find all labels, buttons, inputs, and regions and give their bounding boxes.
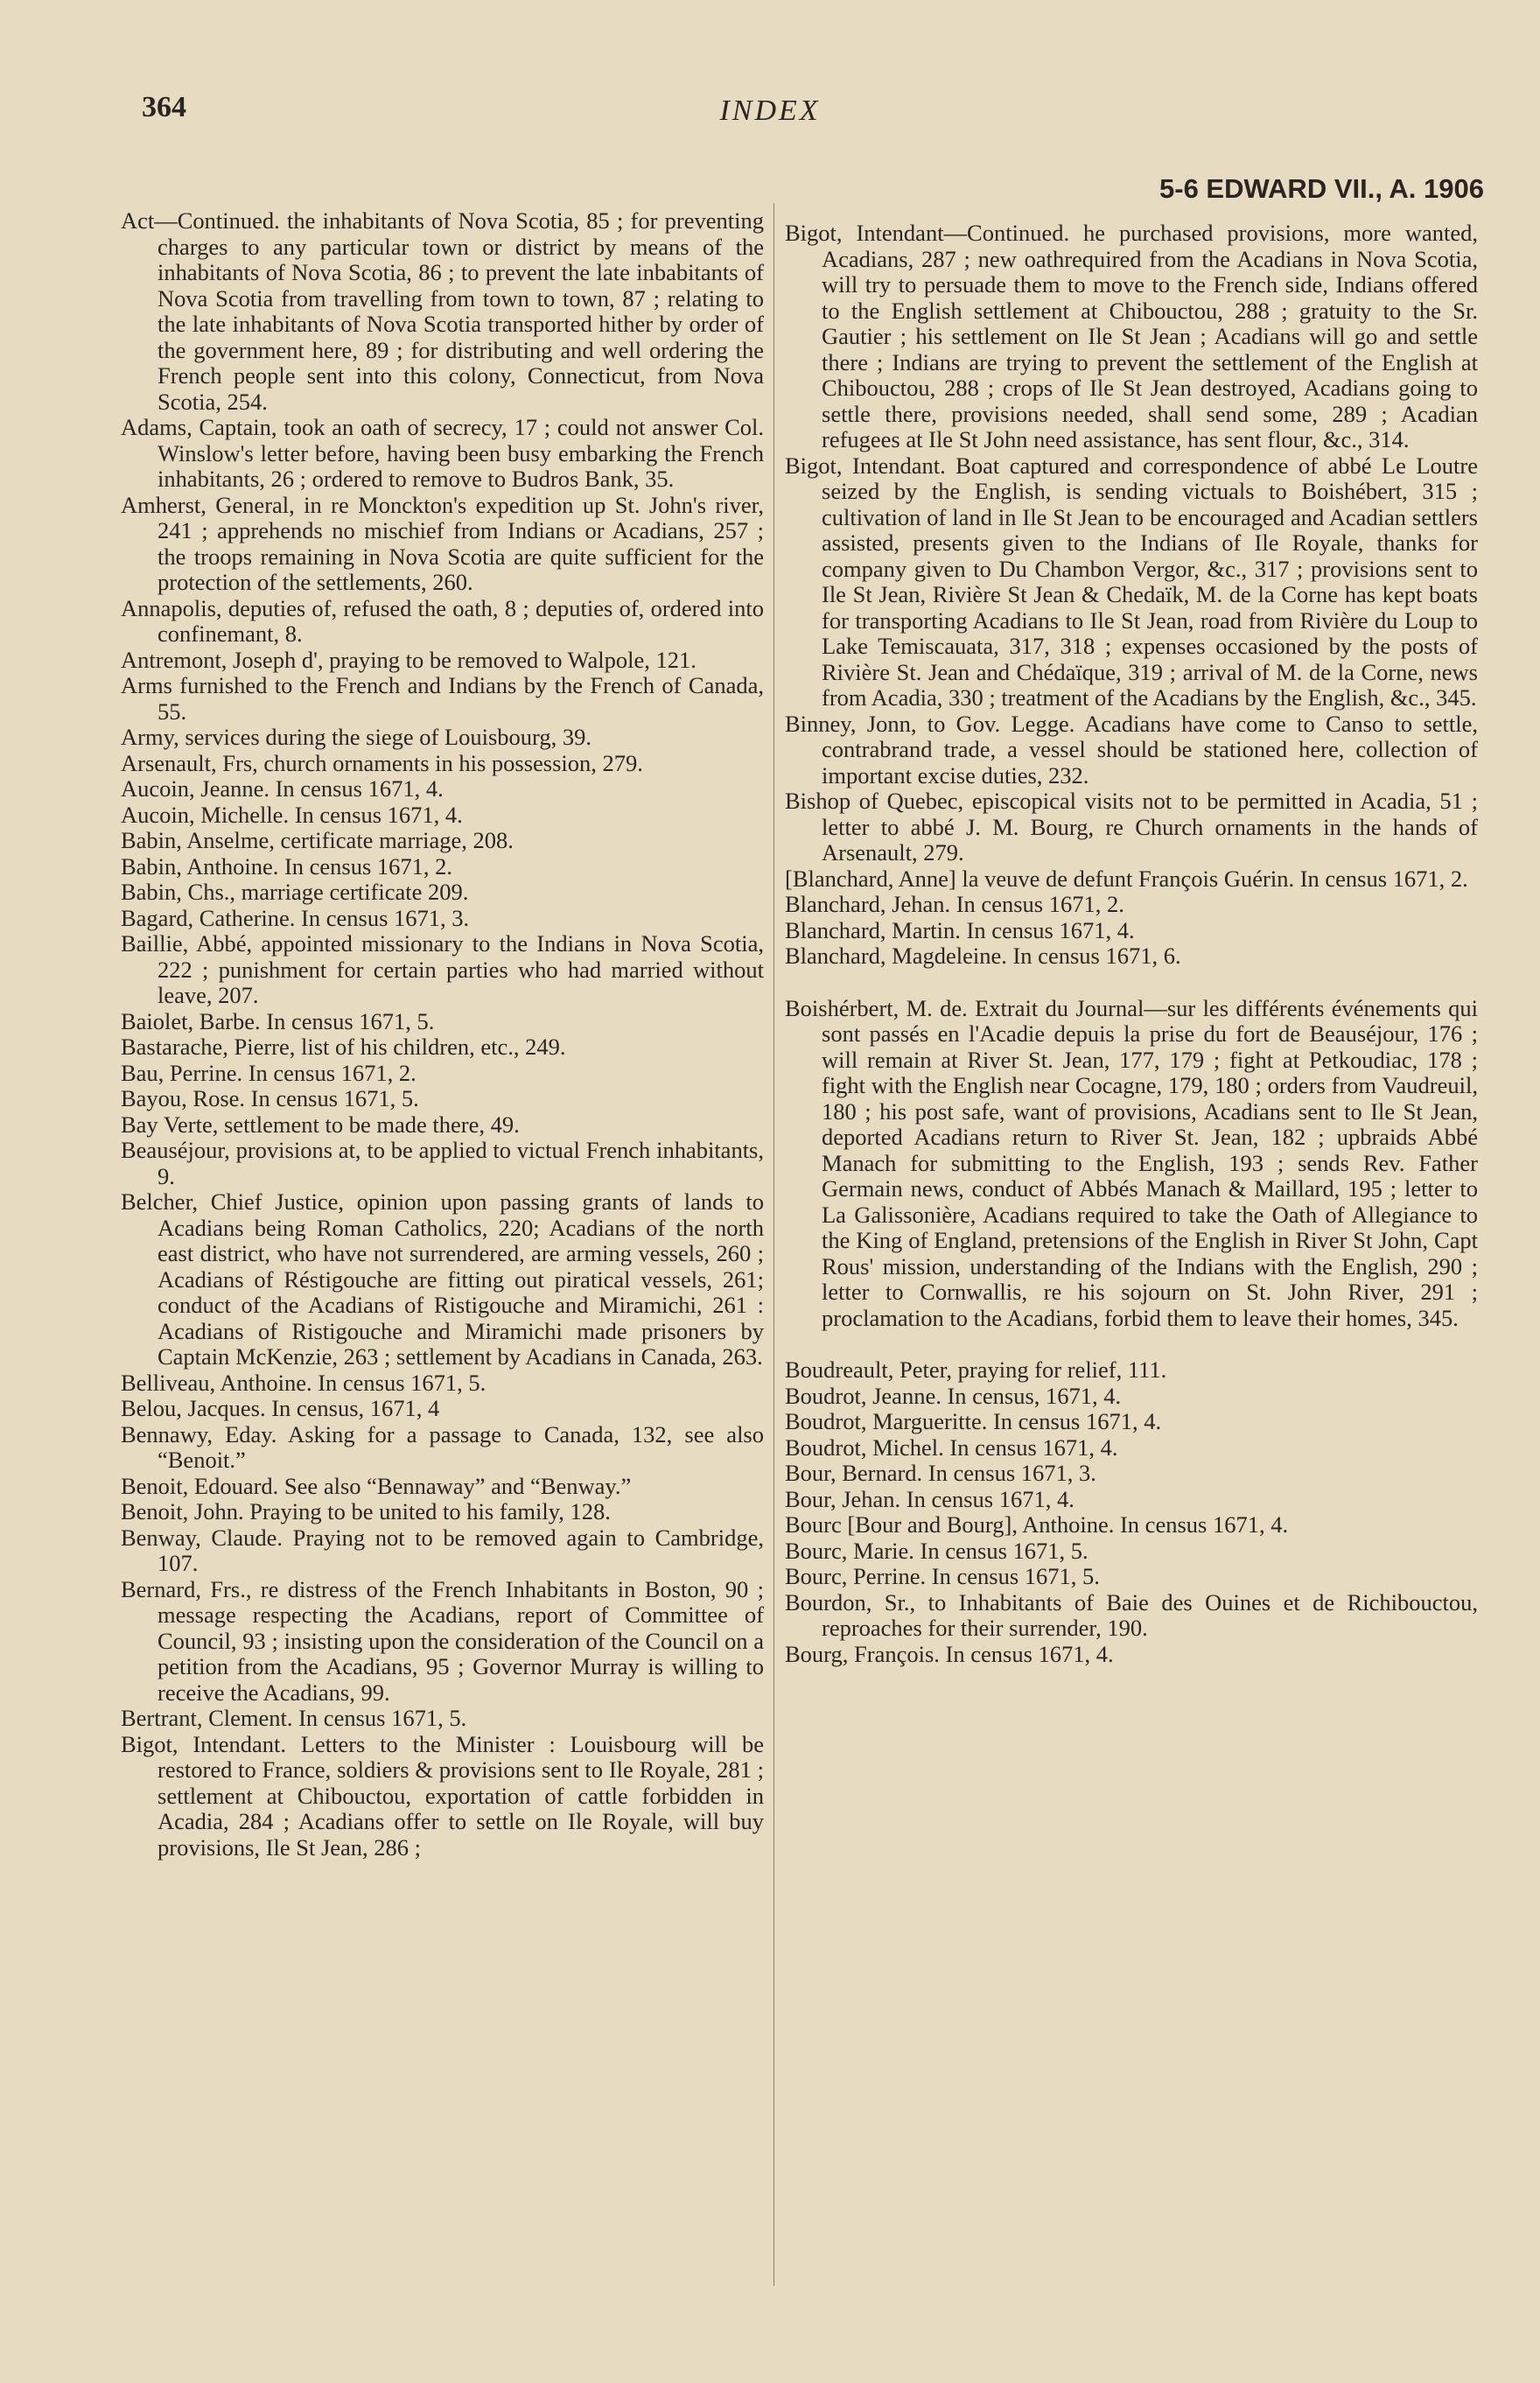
index-entry: Bishop of Quebec, episcopical visits not to be permitted in Acadia, 51 ; letter to abbé J. M. Bourg, re Church ornaments in the hands of Arsenault, 279.	[785, 788, 1478, 866]
index-entry: Belliveau, Anthoine. In census 1671, 5.	[121, 1369, 486, 1396]
index-entry: Annapolis, deputies of, refused the oath, 8 ; deputies of, ordered into confinemant, 8.	[121, 594, 764, 647]
index-entry: Bennawy, Eday. Asking for a passage to Canada, 132, see also “Benoit.”	[121, 1420, 764, 1473]
session-label: 5-6 EDWARD VII., A. 1906	[1159, 173, 1484, 204]
entry-gap	[785, 970, 1478, 996]
index-entry: Bastarache, Pierre, list of his children, etc., 249.	[121, 1034, 566, 1060]
index-entry: Bigot, Intendant—Continued. he purchased provisions, more wanted, Acadians, 287 ; new oathrequired from the Acadians in Nova Scotia, will try to persuade them to move to the French side, Indians offered to the English settlement at Chibouctou, 288 ; gratuity to the Sr. Gautier ; his settlement on Ile St Jean ; Acadians will go and settle there ; Indians are trying to prevent the settlement of the English at Chibouctou, 288 ; crops of Ile St Jean destroyed, Acadians going to settle there, provisions needed, shall send some, 289 ; Acadian refugees at Ile St John need assistance, has sent flour, &c., 314.	[785, 220, 1478, 452]
index-entry: Babin, Anselme, certificate marriage, 208.	[121, 827, 514, 853]
index-entry: Bau, Perrine. In census 1671, 2.	[121, 1059, 416, 1086]
index-entry: Adams, Captain, took an oath of secrecy, 17 ; could not answer Col. Winslow's letter before, having been busy embarking the French inhabitants, 26 ; ordered to remove to Budros Bank, 35.	[121, 414, 764, 492]
index-entry: Belou, Jacques. In census, 1671, 4	[121, 1395, 440, 1421]
index-entry: Bourc [Bour and Bourg], Anthoine. In census 1671, 4.	[785, 1511, 1289, 1538]
index-entry: Beauséjour, provisions at, to be applied to victual French inhabitants, 9.	[121, 1137, 764, 1189]
index-entry: Amherst, General, in re Monckton's expedition up St. John's river, 241 ; apprehends no mischief from Indians or Acadians, 257 ; the troops remaining in Nova Scotia are quite sufficient for the protection of the settlements, 260.	[121, 491, 764, 595]
index-entry: Bour, Jehan. In census 1671, 4.	[785, 1485, 1074, 1512]
index-entry: Arsenault, Frs, church ornaments in his possession, 279.	[121, 749, 643, 776]
index-entry: Blanchard, Jehan. In census 1671, 2.	[785, 891, 1124, 917]
index-entry: Bay Verte, settlement to be made there, 49.	[121, 1111, 520, 1138]
entry-gap	[785, 1331, 1478, 1357]
index-entry: Boishérbert, M. de. Extrait du Journal—sur les différents événements qui sont passés en l'Acadie depuis la prise du fort de Beauséjour, 176 ; will remain at River St. Jean, 177, 179 ; fight at Petkoudiac, 178 ; fight with the English near Cocagne, 179, 180 ; orders from Vaudreuil, 180 ; his post safe, want of provisions, Acadians sent to Ile St Jean, deported Acadians return to River St. Jean, 182 ; upbraids Abbé Manach for submitting to the English, 193 ; sends Rev. Father Germain news, conduct of Abbés Manach & Maillard, 195 ; letter to La Galissonière, Acadians required to take the Oath of Allegiance to the King of England, pretensions of the English in River St John, Capt Rous' mission, understanding of the Indians with the English, 290 ; letter to Cornwallis, re his sojourn on St. John River, 291 ; proclamation to the Acadians, forbid them to leave their homes, 345.	[785, 994, 1478, 1331]
index-entry: Benoit, John. Praying to be united to his family, 128.	[121, 1498, 611, 1524]
index-entry: Bourc, Perrine. In census 1671, 5.	[785, 1563, 1100, 1589]
index-entry: Bourdon, Sr., to Inhabitants of Baie des Ouines et de Richibouctou, reproaches for their surrender, 190.	[785, 1588, 1478, 1641]
index-entry: Blanchard, Magdeleine. In census 1671, 6.	[785, 943, 1181, 969]
index-entry: Aucoin, Jeanne. In census 1671, 4.	[121, 775, 444, 802]
index-entry: Boudrot, Michel. In census 1671, 4.	[785, 1433, 1118, 1461]
index-entry: Act—Continued. the inhabitants of Nova Scotia, 85 ; for preventing charges to any particular town or district by means of the inhabitants of Nova Scotia, 86 ; to prevent the late inbabitants of Nova Scotia from travelling from town to town, 87 ; relating to the late inhabitants of Nova Scotia transported hither by order of the government here, 89 ; for distributing and well ordering the French people sent into this colony, Connecticut, from Nova Scotia, 254.	[121, 207, 764, 415]
index-entry: Bernard, Frs., re distress of the French Inhabitants in Boston, 90 ; message respecting the Acadians, report of Committee of Council, 93 ; insisting upon the consideration of the Council on a petition from the Acadians, 95 ; Governor Murray is willing to receive the Acadians, 99.	[121, 1575, 764, 1706]
running-head: INDEX	[719, 95, 821, 127]
right-column	[785, 221, 1478, 1667]
index-entry: Binney, Jonn, to Gov. Legge. Acadians have come to Canso to settle, contrabrand trade, a vessel should be stationed here, collection of important excise duties, 232.	[785, 710, 1478, 788]
page-number: 364	[142, 91, 186, 123]
index-entry: Boudreault, Peter, praying for relief, 111.	[785, 1356, 1167, 1383]
index-entry: Benoit, Edouard. See also “Bennaway” and “Benway.”	[121, 1472, 632, 1499]
index-entry: Babin, Anthoine. In census 1671, 2.	[121, 852, 453, 880]
index-entry: Bourc, Marie. In census 1671, 5.	[785, 1537, 1088, 1564]
index-entry: Benway, Claude. Praying not to be removed again to Cambridge, 107.	[121, 1524, 764, 1576]
index-entry: Boudrot, Jeanne. In census, 1671, 4.	[785, 1382, 1122, 1409]
index-entry: Babin, Chs., marriage certificate 209.	[121, 879, 469, 905]
index-entry: Baiolet, Barbe. In census 1671, 5.	[121, 1007, 435, 1034]
index-entry: Bourg, François. In census 1671, 4.	[785, 1640, 1114, 1667]
index-entry: Bigot, Intendant. Boat captured and correspondence of abbé Le Loutre seized by the English, is sending victuals to Boishébert, 315 ; cultivation of land in Ile St Jean to be encouraged and Acadian settlers assisted, presents given to the Indians of Ile Royale, thanks for company given to Du Chambon Vergor, &c., 317 ; provisions sent to Ile St Jean, Rivière St Jean & Chedaïk, M. de la Corne has kept boats for transporting Acadians to Ile St Jean, road from Rivière du Loup to Lake Temiscauata, 317, 318 ; expenses occasioned by the posts of Rivière St. Jean and Chédaïque, 319 ; arrival of M. de la Corne, news from Acadia, 330 ; treatment of the Acadians by the English, &c., 345.	[785, 452, 1478, 711]
index-entry: Bagard, Catherine. In census 1671, 3.	[121, 904, 470, 931]
index-entry: Bour, Bernard. In census 1671, 3.	[785, 1460, 1096, 1486]
index-entry: Boudrot, Margueritte. In census 1671, 4.	[785, 1408, 1162, 1434]
index-entry: Antremont, Joseph d', praying to be removed to Walpole, 121.	[121, 646, 696, 673]
index-entry: Bertrant, Clement. In census 1671, 5.	[121, 1705, 467, 1731]
index-entry: Blanchard, Martin. In census 1671, 4.	[785, 916, 1135, 943]
index-entry: Bigot, Intendant. Letters to the Minister : Louisbourg will be restored to France, soldiers & provisions sent to Ile Royale, 281 ; settlement at Chibouctou, exportation of cattle forbidden in Acadia, 284 ; Acadians offer to settle on Ile Royale, will buy provisions, Ile St Jean, 286 ;	[121, 1730, 764, 1861]
index-entry: Aucoin, Michelle. In census 1671, 4.	[121, 801, 463, 828]
left-column	[121, 208, 764, 1861]
index-entry: [Blanchard, Anne] la veuve de defunt François Guérin. In census 1671, 2.	[785, 865, 1468, 892]
index-entry: Arms furnished to the French and Indians by the French of Canada, 55.	[121, 672, 764, 725]
index-entry: Belcher, Chief Justice, opinion upon passing grants of lands to Acadians being Roman Catholics, 220; Acadians of the north east district, who have not surrendered, are arming vessels, 260 ; Acadians of Réstigouche are fitting out piratical vessels, 261; conduct of the Acadians of Ristigouche and Miramichi, 261 : Acadians of Ristigouche and Miramichi made prisoners by Captain McKenzie, 263 ; settlement by Acadians in Canada, 263.	[121, 1188, 764, 1370]
index-entry: Baillie, Abbé, appointed missionary to the Indians in Nova Scotia, 222 ; punishment for certain parties who had married without leave, 207.	[121, 930, 764, 1008]
index-entry: Army, services during the siege of Louisbourg, 39.	[121, 724, 592, 750]
index-entry: Bayou, Rose. In census 1671, 5.	[121, 1085, 419, 1111]
